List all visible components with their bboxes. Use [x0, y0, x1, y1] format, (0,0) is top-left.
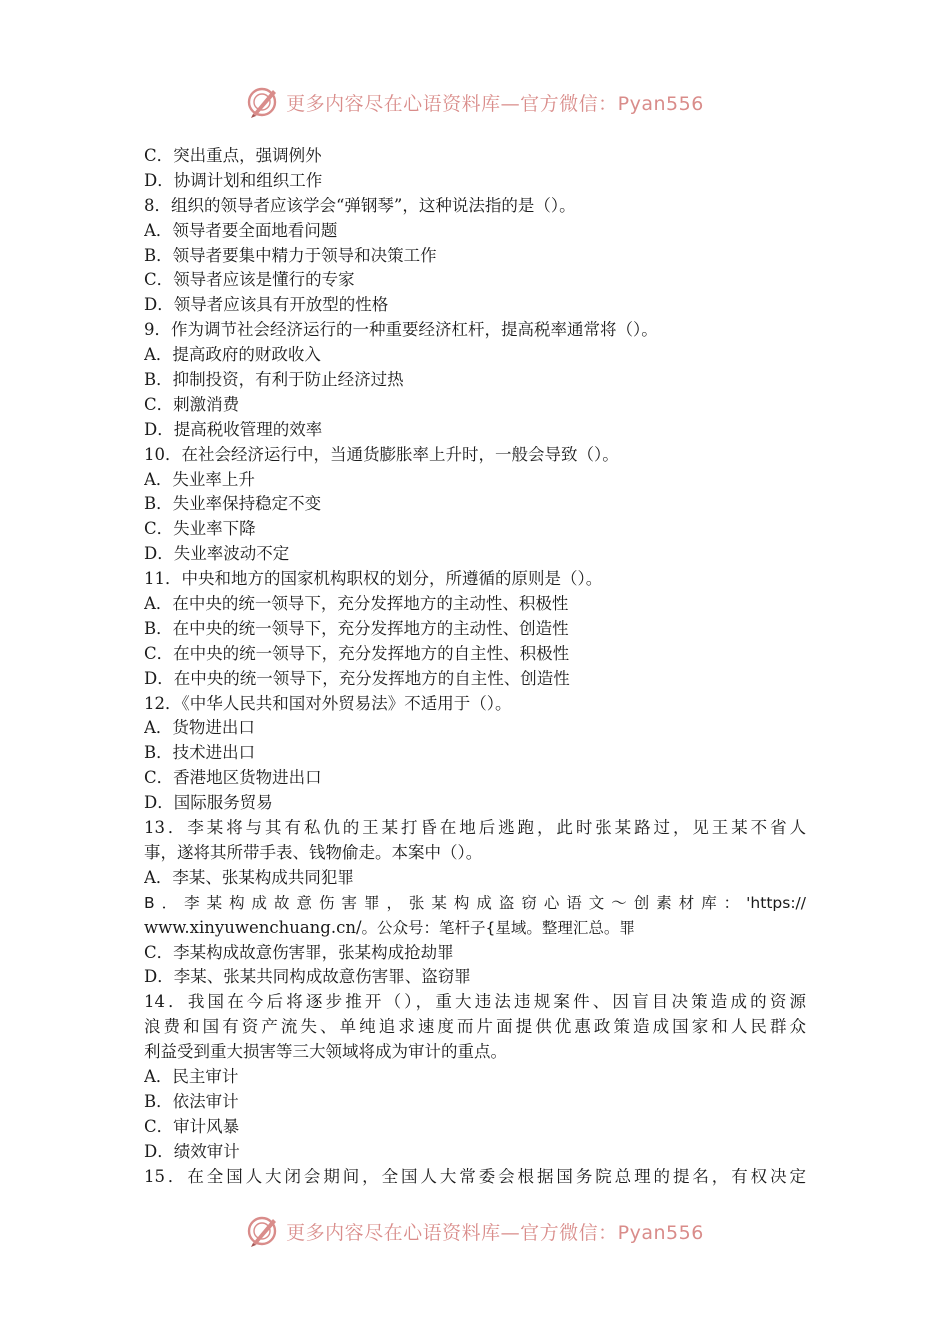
option-line: A．李某、张某构成共同犯罪 [144, 867, 354, 887]
option-line: D．李某、张某共同构成故意伤害罪、盗窃罪 [144, 967, 471, 987]
question-line: 浪费和国有资产流失、单纯追求速度而片面提供优惠政策造成国家和人民群众 [144, 1017, 806, 1037]
option-line: B．领导者要集中精力于领导和决策工作 [144, 245, 437, 265]
footer-banner-text: 更多内容尽在心语资料库—官方微信：Pyan556 [286, 1221, 704, 1244]
option-line: A．失业率上升 [144, 469, 255, 489]
option-line: A．领导者要全面地看问题 [144, 220, 338, 240]
option-line: C．领导者应该是懂行的专家 [144, 270, 355, 290]
option-line: C．在中央的统一领导下，充分发挥地方的自主性、积极性 [144, 643, 570, 663]
header-banner [0, 82, 950, 122]
question-line: 14．我国在今后将逐步推开（），重大违法违规案件、因盲目决策造成的资源 [144, 992, 806, 1012]
option-line: D．国际服务贸易 [144, 793, 273, 813]
footer-banner [0, 1211, 950, 1251]
footer-wechat-id: Pyan556 [617, 1221, 704, 1244]
question-line: 11．中央和地方的国家机构职权的划分，所遵循的原则是（）。 [144, 569, 603, 589]
option-line: C．审计风暴 [144, 1116, 240, 1136]
option-line: B．失业率保持稳定不变 [144, 494, 322, 514]
question-line: 12．《中华人民共和国对外贸易法》不适用于（）。 [144, 693, 512, 713]
pen-logo-icon [246, 85, 280, 119]
question-line: 10．在社会经济运行中，当通货膨胀率上升时，一般会导致（）。 [144, 444, 619, 464]
watermark-url: www.xinyuwenchuang.cn/ [144, 917, 362, 937]
option-line: B．依法审计 [144, 1091, 239, 1111]
option-line: D．领导者应该具有开放型的性格 [144, 295, 389, 315]
option-line: C．李某构成故意伤害罪，张某构成抢劫罪 [144, 942, 454, 962]
option-line: A．提高政府的财政收入 [144, 345, 321, 365]
question-line: 13．李某将与其有私仇的王某打昏在地后逃跑，此时张某路过，见王某不省人 [144, 818, 806, 838]
text-line: C．突出重点，强调例外 [144, 146, 322, 165]
option-line: C．刺激消费 [144, 394, 240, 414]
header-wechat-id: Pyan556 [617, 92, 704, 115]
option-line: A．货物进出口 [144, 718, 255, 738]
option-line-continued [144, 916, 806, 941]
option-line: D．在中央的统一领导下，充分发挥地方的自主性、创造性 [144, 668, 570, 688]
option-line: A．在中央的统一领导下，充分发挥地方的主动性、积极性 [144, 594, 569, 614]
option-line: D．失业率波动不定 [144, 544, 290, 564]
option-line: B．在中央的统一领导下，充分发挥地方的主动性、创造性 [144, 618, 569, 638]
text-line: D．协调计划和组织工作 [144, 170, 323, 190]
question-line: 9．作为调节社会经济运行的一种重要经济杠杆，提高税率通常将（）。 [144, 320, 658, 340]
option-line-with-watermark: B．李某构成故意伤害罪，张某构成盗窃心语文～创素材库：'https:// [144, 893, 806, 912]
option-line: B．技术进出口 [144, 743, 256, 763]
option-line: B．抑制投资，有利于防止经济过热 [144, 370, 404, 390]
option-line: C．失业率下降 [144, 519, 256, 539]
option-line: C．香港地区货物进出口 [144, 768, 322, 788]
question-line: 8．组织的领导者应该学会“弹钢琴”，这种说法指的是（）。 [144, 195, 576, 215]
question-line: 利益受到重大损害等三大领域将成为审计的重点。 [144, 1042, 507, 1062]
pen-logo-icon [246, 1214, 280, 1248]
header-banner-text: 更多内容尽在心语资料库—官方微信：Pyan556 [286, 92, 704, 115]
document-body [144, 144, 806, 1189]
watermark-text: 。公众号：笔杆子{星域。整理汇总。罪 [361, 918, 635, 937]
question-line: 15．在全国人大闭会期间，全国人大常委会根据国务院总理的提名，有权决定 [144, 1166, 806, 1186]
question-line: 事，遂将其所带手表、钱物偷走。本案中（）。 [144, 842, 483, 862]
option-line: A．民主审计 [144, 1066, 239, 1086]
option-line: D．绩效审计 [144, 1141, 240, 1161]
option-line: D．提高税收管理的效率 [144, 419, 323, 439]
